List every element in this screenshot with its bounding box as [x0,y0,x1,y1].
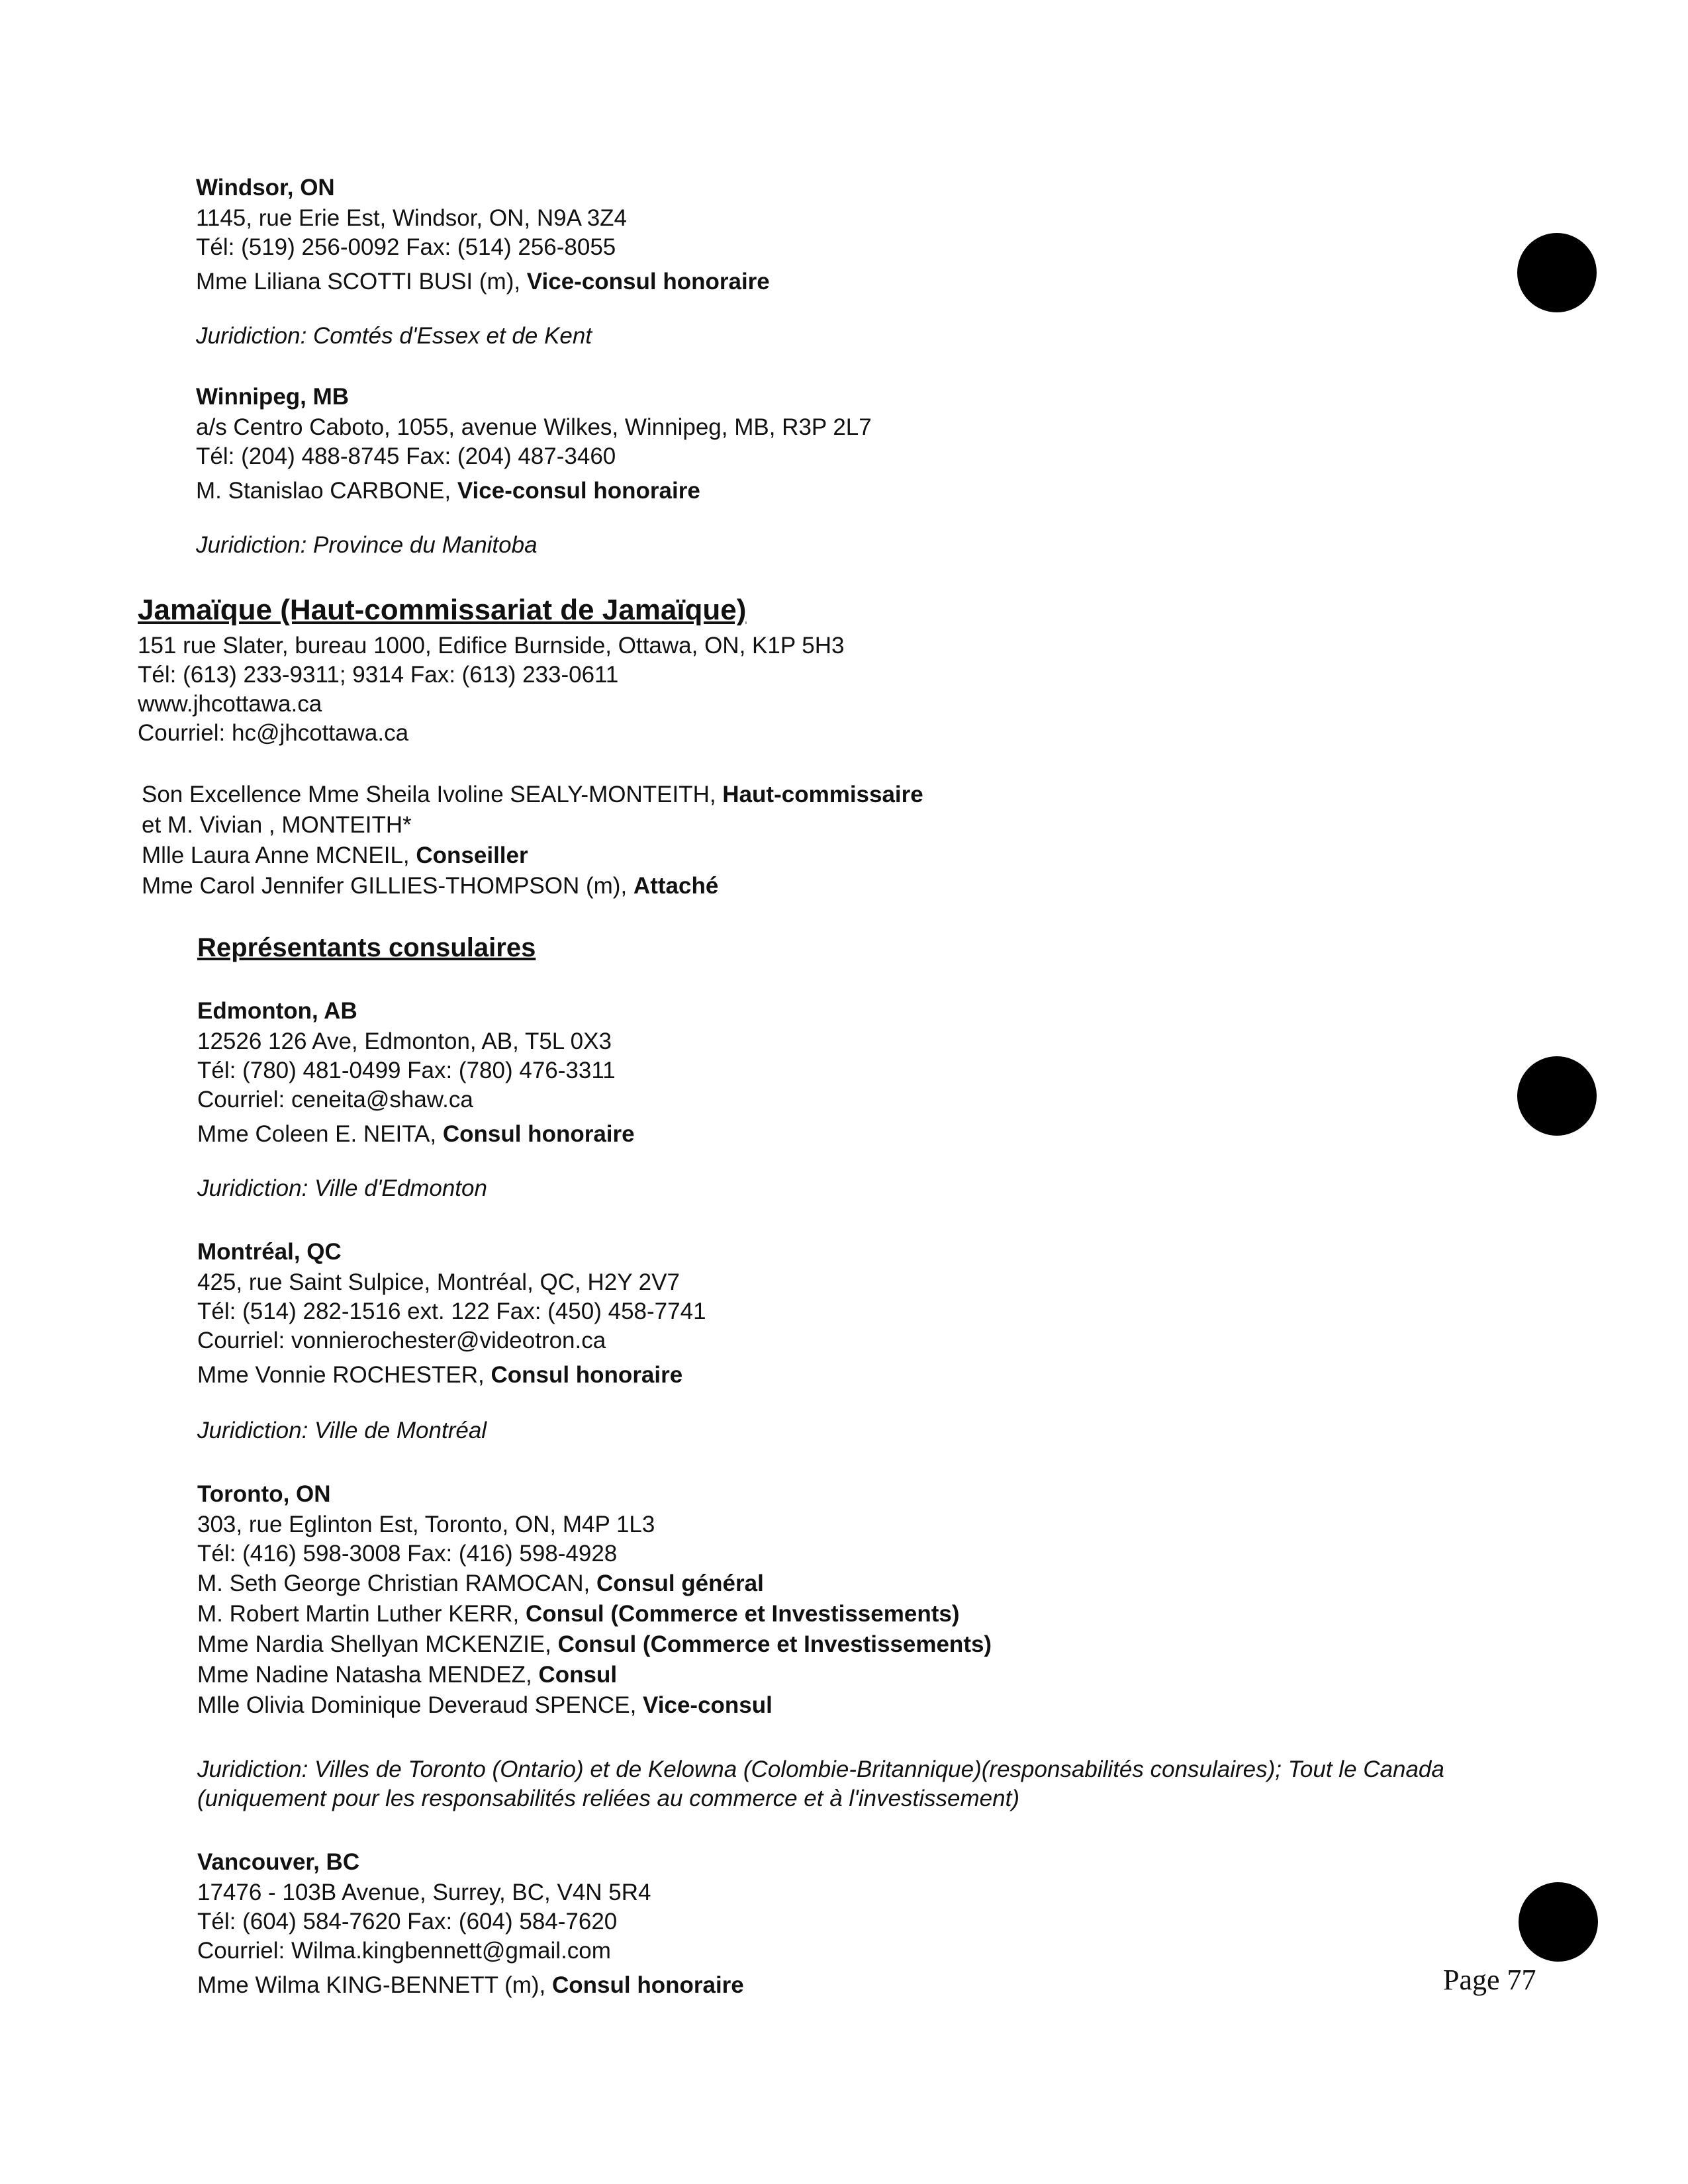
toronto-address: 303, rue Eglinton Est, Toronto, ON, M4P 1L3 [197,1512,655,1537]
edmonton-entry [197,997,635,1149]
binder-hole-top [1517,233,1597,312]
staff-name: Mlle Olivia Dominique Deveraud SPENCE, [197,1692,643,1718]
windsor-contact [196,267,770,296]
montreal-jurisdiction: Juridiction: Ville de Montréal [197,1418,487,1443]
staff-row [197,1569,992,1599]
edmonton-email: Courriel: ceneita@shaw.ca [197,1087,473,1113]
edmonton-phone: Tél: (780) 481-0499 Fax: (780) 476-3311 [197,1058,616,1083]
montreal-email: Courriel: vonnierochester@videotron.ca [197,1328,606,1353]
toronto-phone: Tél: (416) 598-3008 Fax: (416) 598-4928 [197,1541,618,1567]
staff-row [142,780,923,810]
staff-title: Consul [538,1662,618,1688]
vancouver-city: Vancouver, BC [197,1849,360,1875]
staff-title: Haut-commissaire [722,782,923,807]
windsor-jurisdiction: Juridiction: Comtés d'Essex et de Kent [196,323,592,349]
montreal-phone: Tél: (514) 282-1516 ext. 122 Fax: (450) 458-7741 [197,1298,706,1324]
consular-representatives-heading: Représentants consulaires [197,933,536,962]
staff-title: Vice-consul [643,1692,773,1718]
vancouver-entry [197,1848,744,2000]
staff-name: M. Seth George Christian RAMOCAN, [197,1570,596,1596]
jamaica-email: Courriel: hc@jhcottawa.ca [138,720,409,746]
staff-title: Conseiller [416,842,528,868]
page-number: Page 77 [1443,1964,1536,1996]
winnipeg-city: Winnipeg, MB [196,384,350,410]
windsor-phone: Tél: (519) 256-0092 Fax: (514) 256-8055 [196,234,616,260]
windsor-contact-name: Mme Liliana SCOTTI BUSI (m), [196,269,527,295]
staff-row [197,1690,992,1721]
staff-name: Mme Nardia Shellyan MCKENZIE, [197,1631,558,1657]
windsor-entry [196,173,770,296]
vancouver-address: 17476 - 103B Avenue, Surrey, BC, V4N 5R4 [197,1880,651,1905]
staff-name: et M. Vivian , MONTEITH* [142,812,412,838]
winnipeg-jurisdiction: Juridiction: Province du Manitoba [196,532,538,558]
winnipeg-contact-name: M. Stanislao CARBONE, [196,478,457,504]
staff-title: Attaché [633,873,719,899]
jamaica-phone: Tél: (613) 233-9311; 9314 Fax: (613) 233-0611 [138,662,619,688]
winnipeg-contact-title: Vice-consul honoraire [457,478,700,504]
vancouver-email: Courriel: Wilma.kingbennett@gmail.com [197,1938,611,1964]
jamaica-contact-block [138,631,844,748]
vancouver-contact [197,1971,744,2000]
winnipeg-phone: Tél: (204) 488-8745 Fax: (204) 487-3460 [196,443,616,469]
staff-title: Consul général [596,1570,764,1596]
vancouver-contact-name: Mme Wilma KING-BENNETT (m), [197,1972,553,1998]
edmonton-jurisdiction: Juridiction: Ville d'Edmonton [197,1175,487,1201]
windsor-contact-title: Vice-consul honoraire [526,269,770,295]
jamaica-staff-list [142,780,923,901]
country-heading: Jamaïque (Haut-commissariat de Jamaïque) [138,594,747,626]
montreal-contact [197,1361,706,1390]
staff-row [197,1629,992,1660]
montreal-city: Montréal, QC [197,1239,342,1265]
staff-row [197,1599,992,1629]
staff-row [142,841,923,871]
montreal-contact-title: Consul honoraire [491,1362,683,1388]
binder-hole-bottom [1519,1882,1598,1962]
staff-row [142,871,923,901]
staff-name: Son Excellence Mme Sheila Ivoline SEALY-MONTEITH, [142,782,723,807]
edmonton-contact-title: Consul honoraire [442,1121,635,1147]
staff-row [142,810,923,841]
montreal-address: 425, rue Saint Sulpice, Montréal, QC, H2Y 2V7 [197,1269,680,1295]
montreal-contact-name: Mme Vonnie ROCHESTER, [197,1362,491,1388]
toronto-city: Toronto, ON [197,1481,331,1507]
staff-name: M. Robert Martin Luther KERR, [197,1601,526,1627]
winnipeg-address: a/s Centro Caboto, 1055, avenue Wilkes, Winnipeg, MB, R3P 2L7 [196,414,872,440]
staff-name: Mlle Laura Anne MCNEIL, [142,842,416,868]
vancouver-contact-title: Consul honoraire [552,1972,744,1998]
winnipeg-contact [196,477,872,506]
binder-hole-middle [1517,1056,1597,1136]
vancouver-phone: Tél: (604) 584-7620 Fax: (604) 584-7620 [197,1909,618,1934]
staff-title: Consul (Commerce et Investissements) [526,1601,960,1627]
windsor-address: 1145, rue Erie Est, Windsor, ON, N9A 3Z4 [196,205,628,231]
jamaica-website: www.jhcottawa.ca [138,691,322,717]
staff-row [197,1660,992,1690]
toronto-jurisdiction: Juridiction: Villes de Toronto (Ontario) et de Kelowna (Colombie-Britannique)(responsabilités consulaires); Tout le Canada (uniquement pour les responsabilités reliées au commerce et à l'investissement) [197,1756,1444,1811]
edmonton-contact-name: Mme Coleen E. NEITA, [197,1121,443,1147]
edmonton-contact [197,1120,635,1149]
windsor-city: Windsor, ON [196,175,335,201]
staff-name: Mme Nadine Natasha MENDEZ, [197,1662,539,1688]
edmonton-address: 12526 126 Ave, Edmonton, AB, T5L 0X3 [197,1028,612,1054]
montreal-entry [197,1238,706,1390]
edmonton-city: Edmonton, AB [197,998,357,1024]
toronto-entry [197,1480,655,1569]
winnipeg-entry [196,383,872,506]
jamaica-address: 151 rue Slater, bureau 1000, Edifice Burnside, Ottawa, ON, K1P 5H3 [138,633,845,659]
staff-name: Mme Carol Jennifer GILLIES-THOMPSON (m), [142,873,633,899]
toronto-staff-list [197,1569,992,1721]
staff-title: Consul (Commerce et Investissements) [557,1631,992,1657]
